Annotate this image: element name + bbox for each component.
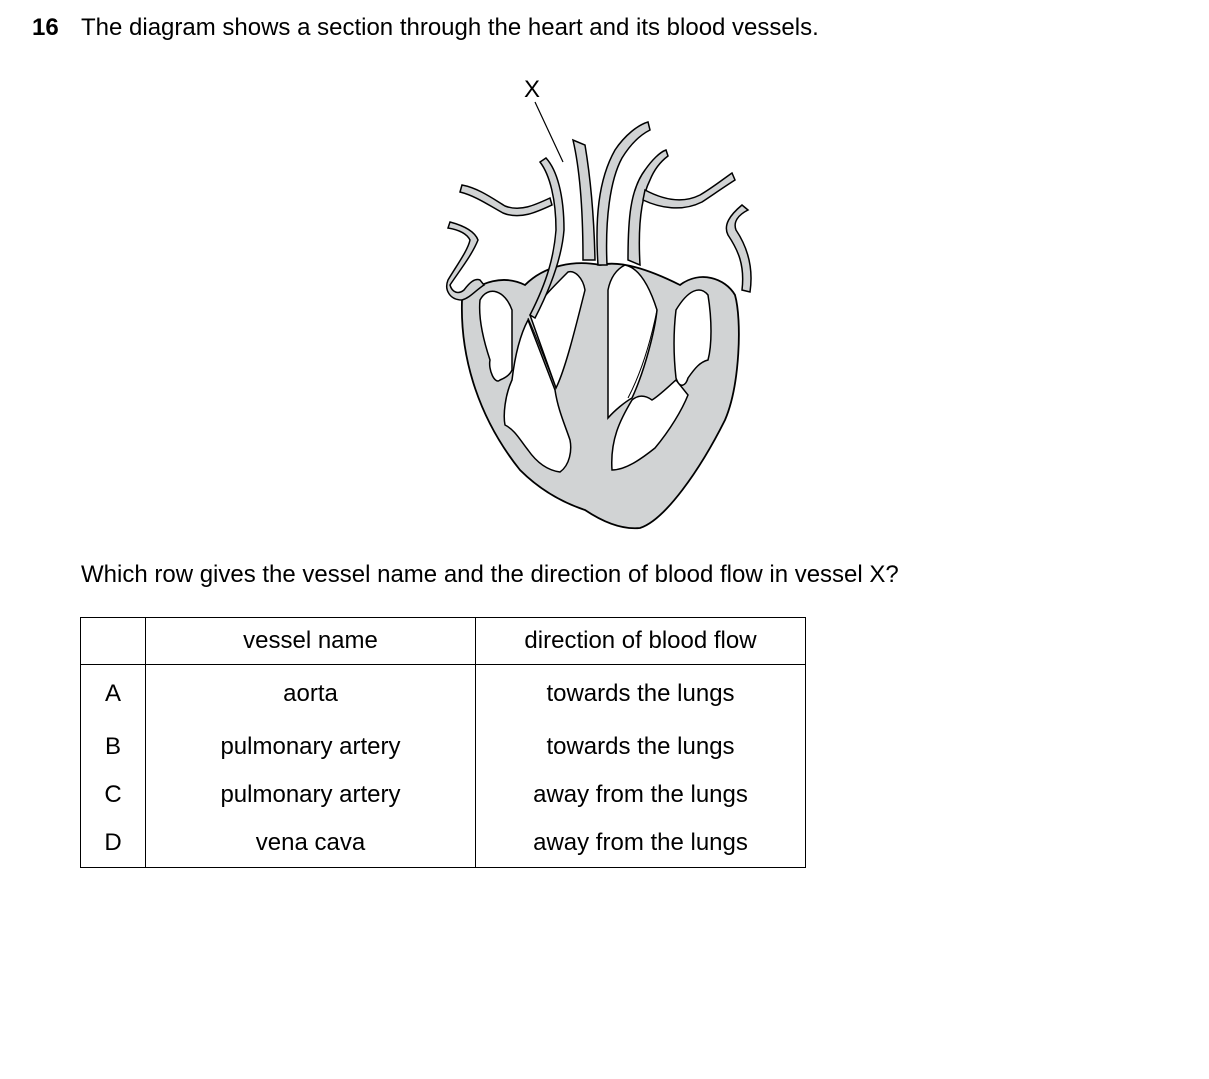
option-letter: A — [81, 665, 146, 724]
header-vessel-name: vessel name — [146, 618, 476, 665]
label-x: X — [523, 76, 541, 103]
answer-table — [80, 617, 806, 868]
vessel-name-cell: aorta — [146, 665, 476, 724]
question-number: 16 — [32, 14, 59, 41]
direction-cell: away from the lungs — [476, 771, 806, 819]
left-branch — [460, 185, 552, 216]
left-vein — [447, 222, 484, 300]
option-letter: D — [81, 819, 146, 868]
right-vein — [726, 205, 751, 292]
vessel-name-cell: pulmonary artery — [146, 723, 476, 771]
label-x-pointer — [535, 102, 563, 162]
question-text: The diagram shows a section through the heart and its blood vessels. — [81, 14, 819, 41]
table-row[interactable] — [81, 723, 806, 771]
table-header-row — [81, 618, 806, 665]
heart-diagram — [440, 70, 760, 535]
table-row[interactable] — [81, 819, 806, 868]
header-option — [81, 618, 146, 665]
table-row[interactable] — [81, 665, 806, 724]
header-direction: direction of blood flow — [476, 618, 806, 665]
right-branch — [643, 173, 735, 208]
upper-right-vessel — [628, 150, 668, 265]
direction-cell: towards the lungs — [476, 665, 806, 724]
vessel-name-cell: pulmonary artery — [146, 771, 476, 819]
vessel-x — [573, 140, 595, 260]
table-row[interactable] — [81, 771, 806, 819]
question-prompt: Which row gives the vessel name and the direction of blood flow in vessel X? — [81, 561, 899, 588]
vessel-name-cell: vena cava — [146, 819, 476, 868]
option-letter: B — [81, 723, 146, 771]
option-letter: C — [81, 771, 146, 819]
direction-cell: away from the lungs — [476, 819, 806, 868]
direction-cell: towards the lungs — [476, 723, 806, 771]
